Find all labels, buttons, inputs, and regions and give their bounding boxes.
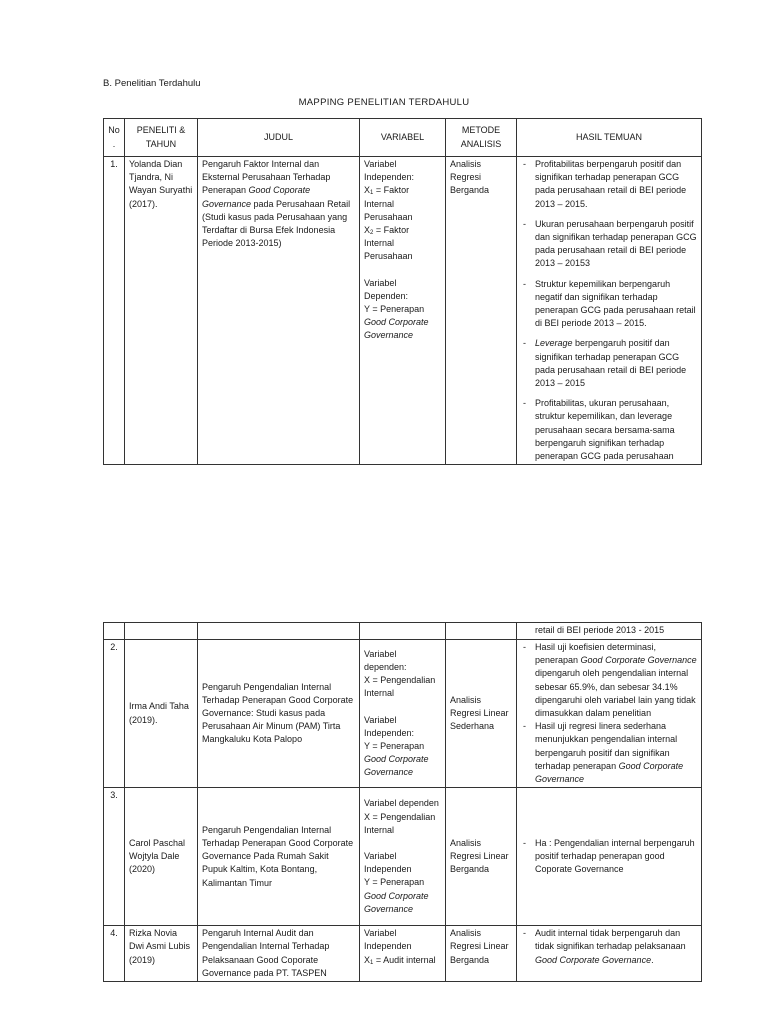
finding-item: - Ha : Pengendalian internal berpengaruh positif terhadap penerapan good Coporate Governance — [521, 837, 697, 877]
researcher-cell: Yolanda Dian Tjandra, Ni Wayan Suryathi (2017). — [125, 157, 198, 465]
header-hasil: HASIL TEMUAN — [517, 119, 702, 157]
header-variabel: VARIABEL — [360, 119, 446, 157]
variable-cell: Variabel Independen: $X_1$ = Faktor Internal Perusahaan $X_2$ = Faktor Internal Perusahaan Variabel Dependen: Y = Penerapan Good Corporate Governance — [360, 157, 446, 465]
title-cell: Pengaruh Pengendalian Internal Terhadap Penerapan Good Corporate Governance Pada Rumah Sakit Pupuk Kaltim, Kota Bontang, Kalimantan Timur — [198, 788, 360, 926]
findings-cell — [517, 926, 702, 982]
method-cell: Analisis Regresi Linear Berganda — [446, 926, 517, 982]
row-number: 1. — [104, 157, 125, 465]
table-row — [104, 926, 702, 982]
method-cell: Analisis Regresi Berganda — [446, 157, 517, 465]
researcher-cell: Irma Andi Taha (2019). — [125, 640, 198, 788]
finding-item: - Leverage berpengaruh positif dan signifikan terhadap penerapan GCG pada perusahaan retail di BEI periode 2013 – 2015 — [521, 337, 697, 390]
row-number: 2. — [104, 640, 125, 788]
continuation-row — [104, 623, 702, 640]
method-cell: Analisis Regresi Linear Berganda — [446, 788, 517, 926]
header-judul: JUDUL — [198, 119, 360, 157]
finding-item: - Profitabilitas berpengaruh positif dan signifikan terhadap penerapan GCG pada perusahaan retail di BEI periode 2013 – 2015. — [521, 158, 697, 211]
variable-cell: Variabel dependen X = Pengendalian Internal Variabel Independen Y = Penerapan Good Corporate Governance — [360, 788, 446, 926]
research-table-page-1 — [103, 118, 702, 465]
findings-cell — [517, 157, 702, 465]
finding-item: - Ukuran perusahaan berpengaruh positif dan signifikan terhadap penerapan GCG pada perusahaan retail di BEI periode 2013 – 20153 — [521, 218, 697, 271]
finding-item: - Hasil uji regresi linera sederhana menunjukkan pengendalian internal berpengaruh positif dan signifikan terhadap penerapan Good Corporate Governance — [521, 720, 697, 786]
document-title: MAPPING PENELITIAN TERDAHULU — [298, 97, 470, 108]
title-cell: Pengaruh Faktor Internal dan Eksternal Perusahaan Terhadap Penerapan Good Coporate Governance pada Perusahaan Retail (Studi kasus pada Perusahaan yang Terdaftar di Bursa Efek Indonesia Periode 2013-2015) — [198, 157, 360, 465]
researcher-cell: Carol Paschal Wojtyla Dale (2020) — [125, 788, 198, 926]
variable-cell: Variabel Independen $X_1$ = Audit internal — [360, 926, 446, 982]
findings-continuation: retail di BEI periode 2013 - 2015 — [517, 623, 702, 640]
research-table-page-2 — [103, 622, 702, 982]
method-cell: Analisis Regresi Linear Sederhana — [446, 640, 517, 788]
header-no: No. — [104, 119, 125, 157]
title-cell: Pengaruh Pengendalian Internal Terhadap Penerapan Good Corporate Governance: Studi kasus pada Perusahaan Air Minum (PAM) Tirta Mangkaluku Kota Palopo — [198, 640, 360, 788]
findings-cell — [517, 640, 702, 788]
findings-cell — [517, 788, 702, 926]
finding-item: - Struktur kepemilikan berpengaruh negatif dan signifikan terhadap penerapan GCG pada perusahaan retail di BEI periode 2013 – 2015. — [521, 278, 697, 331]
table-row — [104, 157, 702, 465]
researcher-cell: Rizka Novia Dwi Asmi Lubis (2019) — [125, 926, 198, 982]
finding-item: - Profitabilitas, ukuran perusahaan, struktur kepemilikan, dan leverage perusahaan secara bersama-sama berpengaruh signifikan terhadap penerapan GCG pada perusahaan — [521, 397, 697, 463]
row-number: 3. — [104, 788, 125, 926]
variable-cell: Variabel dependen: X = Pengendalian Internal Variabel Independen: Y = Penerapan Good Corporate Governance — [360, 640, 446, 788]
table-row — [104, 640, 702, 788]
section-title: B. Penelitian Terdahulu — [103, 78, 201, 89]
table-header-row — [104, 119, 702, 157]
header-metode: METODE ANALISIS — [446, 119, 517, 157]
header-peneliti: PENELITI & TAHUN — [125, 119, 198, 157]
finding-item: - Audit internal tidak berpengaruh dan tidak signifikan terhadap pelaksanaan Good Corporate Governance. — [521, 927, 697, 967]
row-number: 4. — [104, 926, 125, 982]
title-cell: Pengaruh Internal Audit dan Pengendalian Internal Terhadap Pelaksanaan Good Coporate Governance pada PT. TASPEN — [198, 926, 360, 982]
table-row — [104, 788, 702, 926]
finding-item: - Hasil uji koefisien determinasi, penerapan Good Corporate Governance dipengaruh oleh pengendalian internal sebesar 65.9%, dan sebesar 34.1% dipengaruhi oleh variabel lain yang tidak dimasukkan dalam penelitian — [521, 641, 697, 720]
